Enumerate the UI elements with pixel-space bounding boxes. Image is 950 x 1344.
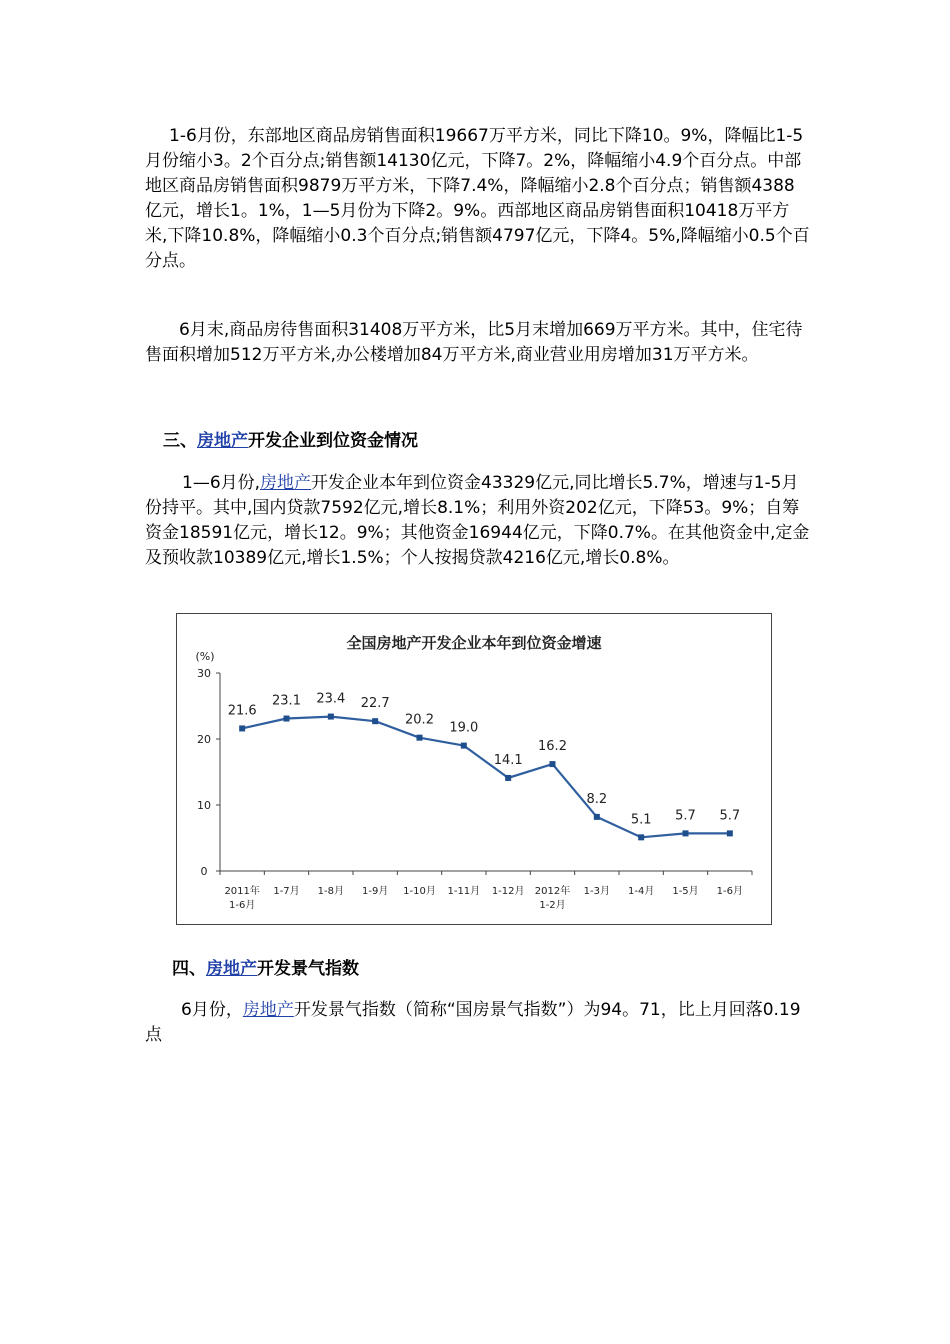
data-point xyxy=(239,725,245,731)
data-label: 14.1 xyxy=(493,752,523,768)
y-tick-label: 30 xyxy=(197,667,211,680)
data-label: 23.4 xyxy=(316,691,346,707)
x-tick-label: 2012年 xyxy=(534,886,571,897)
data-point xyxy=(417,735,423,741)
x-tick-label: 1-11月 xyxy=(447,886,481,897)
funds-growth-chart xyxy=(176,613,772,925)
paragraph-index xyxy=(145,998,810,1048)
x-tick-label: 1-8月 xyxy=(317,886,345,897)
data-label: 23.1 xyxy=(272,693,301,709)
paragraph-text: 6月份， xyxy=(181,1000,243,1020)
real-estate-link[interactable]: 房地产 xyxy=(242,1000,294,1020)
data-point xyxy=(461,743,467,749)
x-tick-label: 1-3月 xyxy=(583,886,611,897)
x-tick-label: 1-7月 xyxy=(273,886,300,897)
data-label: 22.7 xyxy=(360,696,390,712)
paragraph-text: 1—6月份, xyxy=(182,473,261,493)
data-point xyxy=(594,814,600,820)
data-point xyxy=(683,830,689,836)
data-label: 5.7 xyxy=(675,808,696,824)
x-tick-label: 1-5月 xyxy=(672,886,699,897)
heading-text: 开发企业到位资金情况 xyxy=(248,431,418,451)
heading-text: 开发景气指数 xyxy=(257,959,359,979)
heading-prefix: 四、 xyxy=(172,959,206,979)
x-tick-label: 1-10月 xyxy=(403,886,436,897)
real-estate-link[interactable]: 房地产 xyxy=(206,959,257,979)
data-label: 8.2 xyxy=(586,791,608,807)
data-label: 16.2 xyxy=(538,739,567,755)
real-estate-link[interactable]: 房地产 xyxy=(197,431,248,451)
section-heading-funds xyxy=(163,429,418,454)
data-label: 5.7 xyxy=(719,808,741,824)
data-label: 21.6 xyxy=(227,703,257,719)
data-point xyxy=(505,775,511,781)
data-label: 5.1 xyxy=(630,812,652,828)
data-point xyxy=(550,761,556,767)
paragraph-east-central-west-sales xyxy=(145,124,810,274)
chart-title: 全国房地产开发企业本年到位资金增速 xyxy=(346,634,602,652)
x-tick-label: 2011年 xyxy=(224,886,260,897)
data-point xyxy=(284,716,290,722)
series-line xyxy=(242,717,730,838)
x-tick-label: 1-6月 xyxy=(228,900,256,911)
y-tick-label: 10 xyxy=(197,799,211,812)
section-heading-index xyxy=(172,957,359,982)
paragraph-text: 开发企业本年到位资金43329亿元,同比增长5.7%，增速与1-5月份持平。其中,国内贷款7592亿元,增长8.1%；利用外资202亿元，下降53。9%；自筹资金18591亿元，增长12。9%；其他资金16944亿元，下降0.7%。在其他资金中,定金及预收款10389亿元,增长1.5%；个人按揭贷款4216亿元,增长0.8%。 xyxy=(145,473,810,568)
y-tick-label: 0 xyxy=(200,865,208,878)
x-tick-label: 1-4月 xyxy=(627,886,655,897)
paragraph-text: 6月末,商品房待售面积31408万平方米，比5月末增加669万平方米。其中，住宅待售面积增加512万平方米,办公楼增加84万平方米,商业营业用房增加31万平方米。 xyxy=(145,320,803,365)
data-point xyxy=(328,714,334,720)
chart-svg xyxy=(177,614,771,924)
x-tick-label: 1-6月 xyxy=(716,886,744,897)
x-tick-label: 1-9月 xyxy=(361,886,389,897)
data-point xyxy=(727,830,733,836)
y-tick-label: 20 xyxy=(197,733,211,746)
paragraph-unsold-area xyxy=(145,318,810,368)
data-label: 19.0 xyxy=(449,720,479,736)
data-point xyxy=(372,718,378,724)
y-axis-unit: (%) xyxy=(195,650,215,663)
paragraph-funds xyxy=(145,471,810,571)
heading-prefix: 三、 xyxy=(163,431,197,451)
data-label: 20.2 xyxy=(405,712,434,728)
data-point xyxy=(638,834,644,840)
x-tick-label: 1-2月 xyxy=(539,900,566,911)
x-tick-label: 1-12月 xyxy=(491,886,525,897)
real-estate-link[interactable]: 房地产 xyxy=(260,473,312,493)
paragraph-text: 1-6月份，东部地区商品房销售面积19667万平方米，同比下降10。9%，降幅比1-5月份缩小3。2个百分点;销售额14130亿元，下降7。2%，降幅缩小4.9个百分点。中部地区商品房销售面积9879万平方米，下降7.4%，降幅缩小2.8个百分点；销售额4388亿元，增长1。1%，1—5月份为下降2。9%。西部地区商品房销售面积10418万平方米,下降10.8%，降幅缩小0.3个百分点;销售额4797亿元，下降4。5%,降幅缩小0.5个百分点。 xyxy=(145,126,810,271)
paragraph-text: 开发景气指数（简称“国房景气指数”）为94。71，比上月回落0.19点 xyxy=(145,1000,801,1045)
